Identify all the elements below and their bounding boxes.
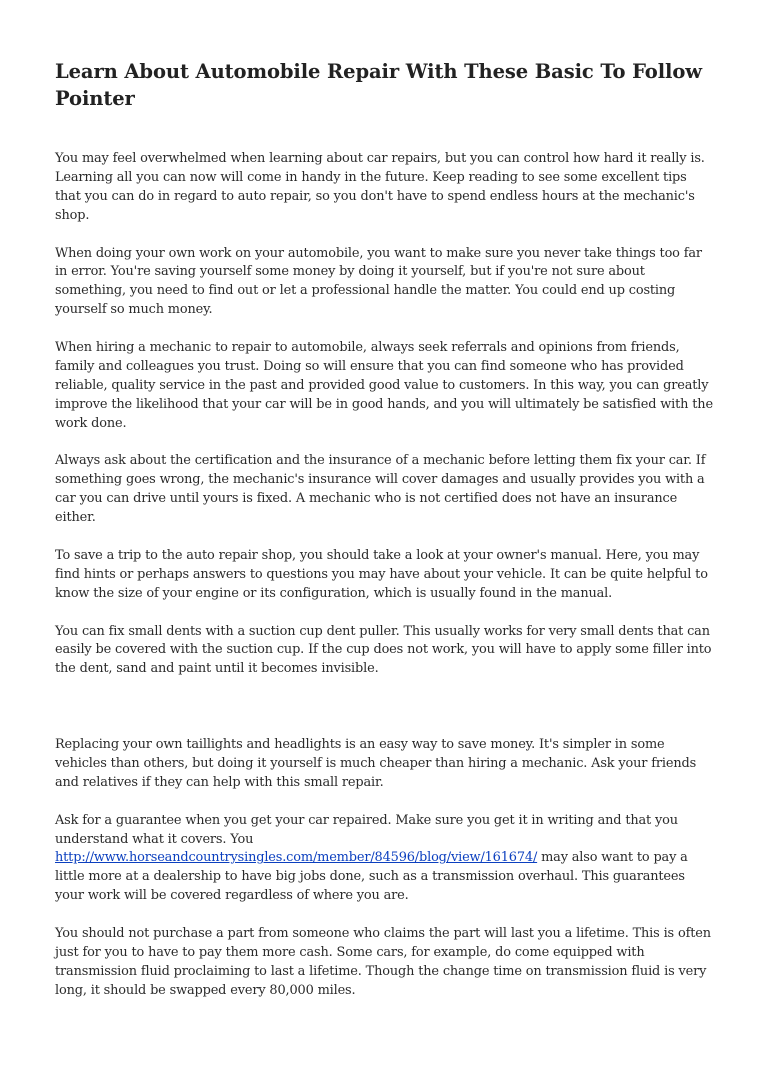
document-page	[55, 58, 715, 1020]
paragraph-owners-manual: To save a trip to the auto repair shop, you should take a look at your owner's manual. Here, you may find hints or perhaps answers to questions you may have about your vehicle. It can be quite helpful to know the size of your engine or its configuration, which is usually found in the manual.	[55, 547, 708, 601]
blog-link[interactable]: http://www.horseandcountrysingles.com/member/84596/blog/view/161674/	[55, 850, 538, 866]
paragraph-taillights: Replacing your own taillights and headlights is an easy way to save money. It's simpler in some vehicles than others, but doing it yourself is much cheaper than hiring a mechanic. Ask your friends and relatives if they can help with this small repair.	[55, 736, 697, 790]
paragraph-certification: Always ask about the certification and the insurance of a mechanic before letting them fix your car. If something goes wrong, the mechanic's insurance will cover damages and usually provides you with a car you can drive until yours is fixed. A mechanic who is not certified does not have an insurance either.	[55, 453, 706, 526]
paragraph-own-work: When doing your own work on your automobile, you want to make sure you never take things too far in error. You're saving yourself some money by doing it yourself, but if you're not sure about something, you need to find out or let a professional handle the matter. You could end up costing yourself so much money.	[55, 245, 702, 318]
paragraph-lifetime-part: You should not purchase a part from someone who claims the part will last you a lifetime. This is often just for you to have to pay them more cash. Some cars, for example, do come equipped with transmission fluid proclaiming to last a lifetime. Though the change time on transmission fluid is very long, it should be swapped every 80,000 miles.	[55, 926, 711, 998]
guarantee-text-after: may also want to pay a little more at a dealership to have big jobs done, such as a transmission overhaul. This guarantees your work will be covered regardless of where you are.	[55, 850, 688, 904]
guarantee-text-before: Ask for a guarantee when you get your car repaired. Make sure you get it in writing and that you understand what it covers. You	[55, 812, 678, 847]
paragraph-guarantee	[55, 812, 715, 907]
paragraph-dent-puller: You can fix small dents with a suction cup dent puller. This usually works for very small dents that can easily be covered with the suction cup. If the cup does not work, you will have to apply some filler into the dent, sand and paint until it becomes invisible.	[55, 623, 712, 677]
document-title: Learn About Automobile Repair With These Basic To Follow Pointer	[55, 60, 702, 110]
paragraph-intro: You may feel overwhelmed when learning about car repairs, but you can control how hard it really is. Learning all you can now will come in handy in the future. Keep reading to see some excellent tips that you can do in regard to auto repair, so you don't have to spend endless hours at the mechanic's shop.	[55, 151, 705, 223]
blank-gap	[55, 698, 715, 736]
paragraph-hiring-mechanic: When hiring a mechanic to repair to automobile, always seek referrals and opinions from friends, family and colleagues you trust. Doing so will ensure that you can find someone who has provided reliable, quality service in the past and provided good value to customers. In this way, you can greatly improve the likelihood that your car will be in good hands, and you will ultimately be satisfied with the work done.	[55, 340, 713, 431]
